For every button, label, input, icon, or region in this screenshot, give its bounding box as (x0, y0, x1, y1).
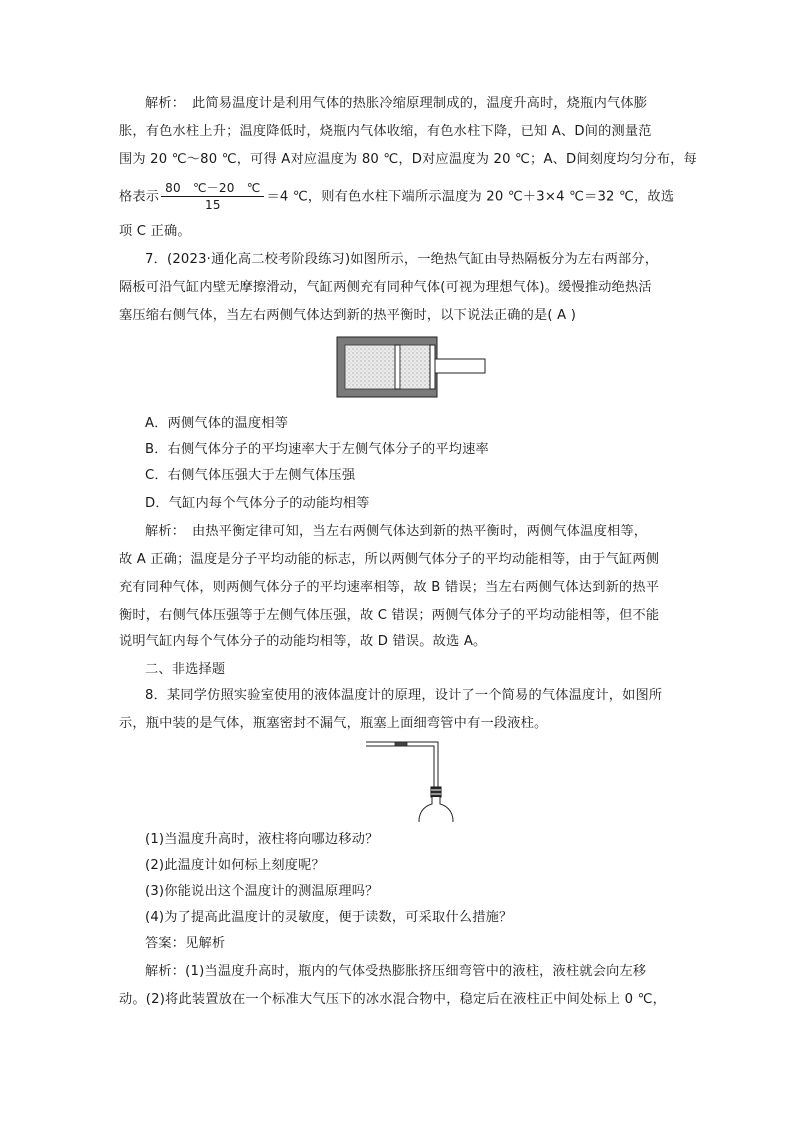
q8-analysis-line-2: 动。(2)将此装置放在一个标准大气压下的冰水混合物中，稳定后在液柱正中间处标上 0 ℃， (119, 992, 666, 1007)
fraction (161, 180, 264, 213)
q6-line4-suffix: ＝4 ℃，则有色水柱下端所示温度为 20 ℃＋3×4 ℃＝32 ℃，故选 (266, 189, 675, 205)
q6-analysis-line-3: 围为 20 ℃～80 ℃，可得 A对应温度为 80 ℃，D对应温度为 20 ℃；A、D间刻度均匀分布，每 (119, 152, 697, 167)
partition (395, 345, 400, 389)
q6-line4-prefix: 格表示 (119, 189, 160, 205)
q8-question-3: (3)你能说出这个温度计的测温原理吗？ (145, 884, 379, 899)
q6-analysis-line-5: 项 C 正确。 (119, 224, 191, 239)
section-title: 二、非选择题 (145, 662, 226, 677)
stopper (431, 787, 441, 797)
q8-analysis-line-1: 解析：(1)当温度升高时，瓶内的气体受热膨胀挤压细弯管中的液柱，液柱就会向左移 (145, 964, 647, 979)
q7-analysis-line-1: 解析： 由热平衡定律可知，当左右两侧气体达到新的热平衡时，两侧气体温度相等， (145, 524, 648, 539)
q7-stem-line-1: 7．(2023·通化高二校考阶段练习)如图所示，一绝热气缸由导热隔板分为左右两部分， (145, 252, 659, 267)
piston (430, 345, 435, 389)
fraction-numerator: 80 ℃－20 ℃ (161, 180, 264, 197)
piston-rod (435, 359, 485, 373)
q7-stem-line-3: 塞压缩右侧气体，当左右两侧气体达到新的热平衡时，以下说法正确的是( A ) (119, 308, 577, 323)
q7-option-d: D．气缸内每个气体分子的动能均相等 (145, 496, 370, 511)
left-gas-chamber (345, 345, 395, 389)
q6-analysis-line-2: 胀，有色水柱上升；温度降低时，烧瓶内气体收缩，有色水柱下降，已知 A、D间的测量范 (119, 124, 652, 139)
q8-question-1: (1)当温度升高时，液柱将向哪边移动？ (145, 832, 379, 847)
q7-analysis-line-3: 充有同种气体，则两侧气体分子的平均速率相等，故 B 错误；当左右两侧气体达到新的热平 (119, 580, 660, 595)
thermometer-figure (360, 738, 470, 822)
fraction-denominator: 15 (204, 198, 221, 212)
q6-analysis-line-1: 解析： 此简易温度计是利用气体的热胀冷缩原理制成的，温度升高时，烧瓶内气体膨 (145, 96, 648, 111)
q8-answer: 答案：见解析 (145, 936, 226, 951)
q8-question-2: (2)此温度计如何标上刻度呢？ (145, 858, 325, 873)
q8-question-4: (4)为了提高此温度计的灵敏度，便于读数，可采取什么措施？ (145, 910, 513, 925)
q7-stem-line-2: 隔板可沿气缸内壁无摩擦滑动，气缸两侧充有同种气体(可视为理想气体)。缓慢推动绝热活 (119, 280, 652, 295)
q8-stem-line-2: 示，瓶中装的是气体，瓶塞密封不漏气，瓶塞上面细弯管中有一段液柱。 (119, 716, 548, 731)
q7-analysis-line-4: 衡时，右侧气体压强等于左侧气体压强，故 C 错误；两侧气体分子的平均动能相等，但不能 (119, 608, 660, 623)
q7-option-c: C．右侧气体压强大于左侧气体压强 (145, 468, 356, 483)
q7-analysis-line-5: 说明气缸内每个气体分子的动能均相等，故 D 错误。故选 A。 (119, 634, 487, 649)
right-gas-chamber (400, 345, 430, 389)
q6-analysis-line-4 (119, 180, 679, 213)
q7-analysis-line-2: 故 A 正确；温度是分子平均动能的标志，所以两侧气体分子的平均动能相等，由于气缸两侧 (119, 552, 660, 567)
q7-option-b: B．右侧气体分子的平均速率大于左侧气体分子的平均速率 (145, 442, 489, 457)
q8-stem-line-1: 8．某同学仿照实验室使用的液体温度计的原理，设计了一个简易的气体温度计，如图所 (145, 688, 663, 703)
cylinder-figure (336, 336, 488, 400)
liquid-column (395, 742, 407, 746)
flask (419, 797, 453, 822)
q7-option-a: A．两侧气体的温度相等 (145, 416, 289, 431)
